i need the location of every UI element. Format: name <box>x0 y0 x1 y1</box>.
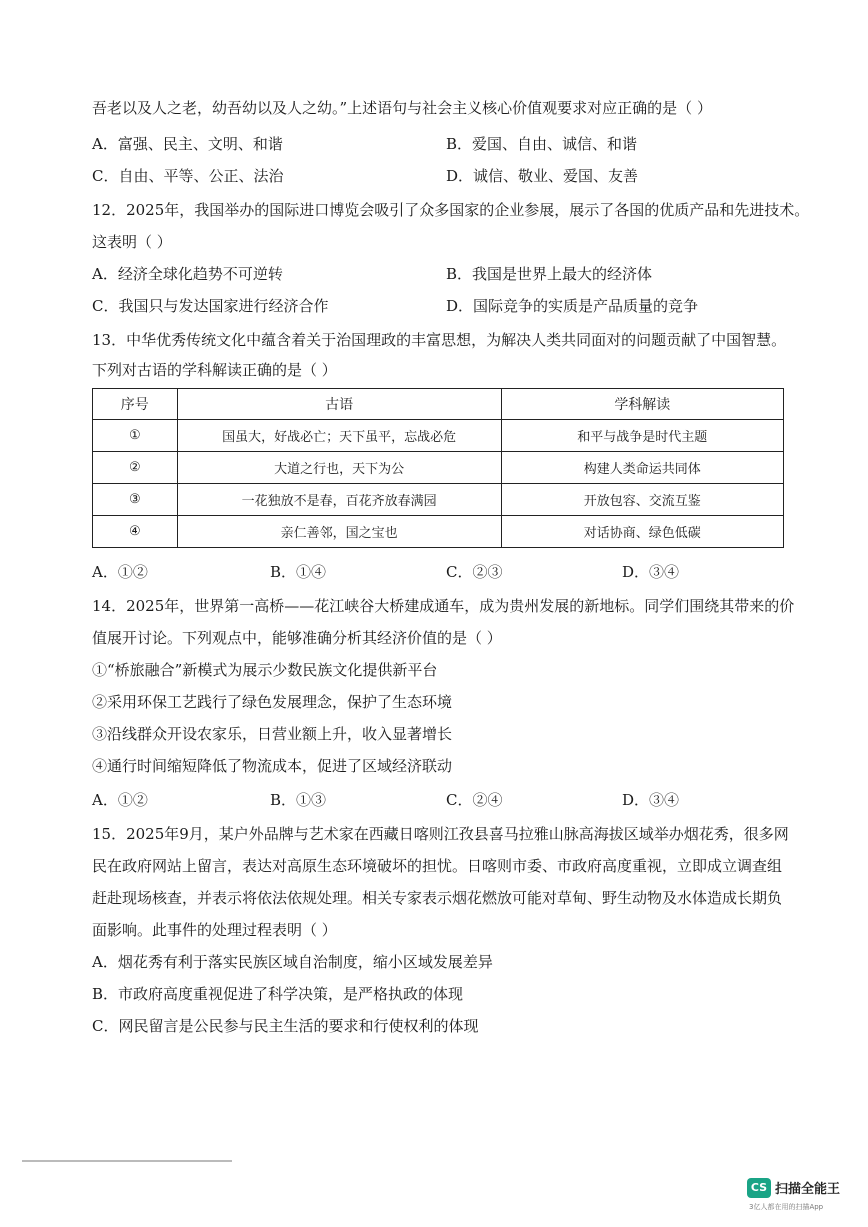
q12-option-c: C．我国只与发达国家进行经济合作 <box>92 297 329 315</box>
q14-statement-2: ②采用环保工艺践行了绿色发展理念，保护了生态环境 <box>92 693 453 711</box>
table-cell-quote: 一花独放不是春，百花齐放春满园 <box>177 484 501 516</box>
table-header-row <box>93 389 784 420</box>
scanner-logo-tagline: 3亿人都在用的扫描App <box>749 1203 824 1211</box>
q13-option-d: D．③④ <box>622 563 680 581</box>
q11-option-c: C．自由、平等、公正、法治 <box>92 167 284 185</box>
q12-option-d: D．国际竞争的实质是产品质量的竞争 <box>446 297 699 315</box>
q14-statement-4: ④通行时间缩短降低了物流成本，促进了区域经济联动 <box>92 757 453 775</box>
q15-stem-1: 15．2025年9月，某户外品牌与艺术家在西藏日喀则江孜县喜马拉雅山脉高海拔区域举办烟花秀，很多网 <box>92 825 789 843</box>
q13-stem-2: 下列对古语的学科解读正确的是（ ） <box>92 361 337 379</box>
q14-option-c: C．②④ <box>446 791 503 809</box>
table-cell-interpretation: 开放包容、交流互鉴 <box>501 484 783 516</box>
table-row <box>93 452 784 484</box>
q12-stem-1: 12．2025年，我国举办的国际进口博览会吸引了众多国家的企业参展，展示了各国的优质产品和先进技术。 <box>92 201 810 219</box>
q12-option-a: A．经济全球化趋势不可逆转 <box>92 265 283 283</box>
q15-option-a: A．烟花秀有利于落实民族区域自治制度，缩小区域发展差异 <box>92 953 493 971</box>
q15-option-b: B．市政府高度重视促进了科学决策，是严格执政的体现 <box>92 985 464 1003</box>
table-cell-index: ④ <box>93 516 178 548</box>
q11-stem-tail: 吾老以及人之老，幼吾幼以及人之幼。”上述语句与社会主义核心价值观要求对应正确的是（ ） <box>92 99 712 117</box>
table-row <box>93 420 784 452</box>
q14-statement-3: ③沿线群众开设农家乐，日营业额上升，收入显著增长 <box>92 725 453 743</box>
table-header-quote: 古语 <box>177 389 501 420</box>
q13-option-b: B．①④ <box>270 563 327 581</box>
table-header-index: 序号 <box>93 389 178 420</box>
table-row <box>93 516 784 548</box>
q15-stem-3: 赶赴现场核查，并表示将依法依规处理。相关专家表示烟花燃放可能对草甸、野生动物及水体造成长期负 <box>92 889 783 907</box>
q14-option-b: B．①③ <box>270 791 327 809</box>
table-cell-interpretation: 构建人类命运共同体 <box>501 452 783 484</box>
table-cell-index: ② <box>93 452 178 484</box>
q13-stem-1: 13．中华优秀传统文化中蕴含着关于治国理政的丰富思想，为解决人类共同面对的问题贡献了中国智慧。 <box>92 331 787 349</box>
table-cell-index: ① <box>93 420 178 452</box>
q11-option-b: B．爱国、自由、诚信、和谐 <box>446 135 638 153</box>
q15-stem-4: 面影响。此事件的处理过程表明（ ） <box>92 921 337 939</box>
q14-stem-1: 14．2025年，世界第一高桥——花江峡谷大桥建成通车，成为贵州发展的新地标。同学们围绕其带来的价 <box>92 597 795 615</box>
scanner-logo-name: 扫描全能王 <box>775 1182 841 1197</box>
q13-option-a: A．①② <box>92 563 148 581</box>
q15-stem-2: 民在政府网站上留言，表达对高原生态环境破坏的担忧。日喀则市委、市政府高度重视，立即成立调查组 <box>92 857 783 875</box>
q11-option-a: A．富强、民主、文明、和谐 <box>92 135 283 153</box>
table-cell-quote: 亲仁善邻，国之宝也 <box>177 516 501 548</box>
table-cell-interpretation: 和平与战争是时代主题 <box>501 420 783 452</box>
table-cell-quote: 国虽大，好战必亡；天下虽平，忘战必危 <box>177 420 501 452</box>
table-cell-interpretation: 对话协商、绿色低碳 <box>501 516 783 548</box>
table-header-interpretation: 学科解读 <box>501 389 783 420</box>
q12-option-b: B．我国是世界上最大的经济体 <box>446 265 653 283</box>
q15-option-c: C．网民留言是公民参与民主生活的要求和行使权利的体现 <box>92 1017 479 1035</box>
q13-option-c: C．②③ <box>446 563 503 581</box>
scanner-logo-icon: CS <box>747 1178 771 1198</box>
table-row <box>93 484 784 516</box>
q12-stem-2: 这表明（ ） <box>92 233 172 251</box>
q14-stem-2: 值展开讨论。下列观点中，能够准确分析其经济价值的是（ ） <box>92 629 502 647</box>
table-cell-index: ③ <box>93 484 178 516</box>
scanner-watermark <box>747 1176 857 1216</box>
q11-option-d: D．诚信、敬业、爱国、友善 <box>446 167 639 185</box>
table-cell-quote: 大道之行也，天下为公 <box>177 452 501 484</box>
q13-table <box>92 388 784 548</box>
q14-option-d: D．③④ <box>622 791 680 809</box>
q14-statement-1: ①“桥旅融合”新模式为展示少数民族文化提供新平台 <box>92 661 438 679</box>
footer-divider <box>22 1160 232 1162</box>
q14-option-a: A．①② <box>92 791 148 809</box>
